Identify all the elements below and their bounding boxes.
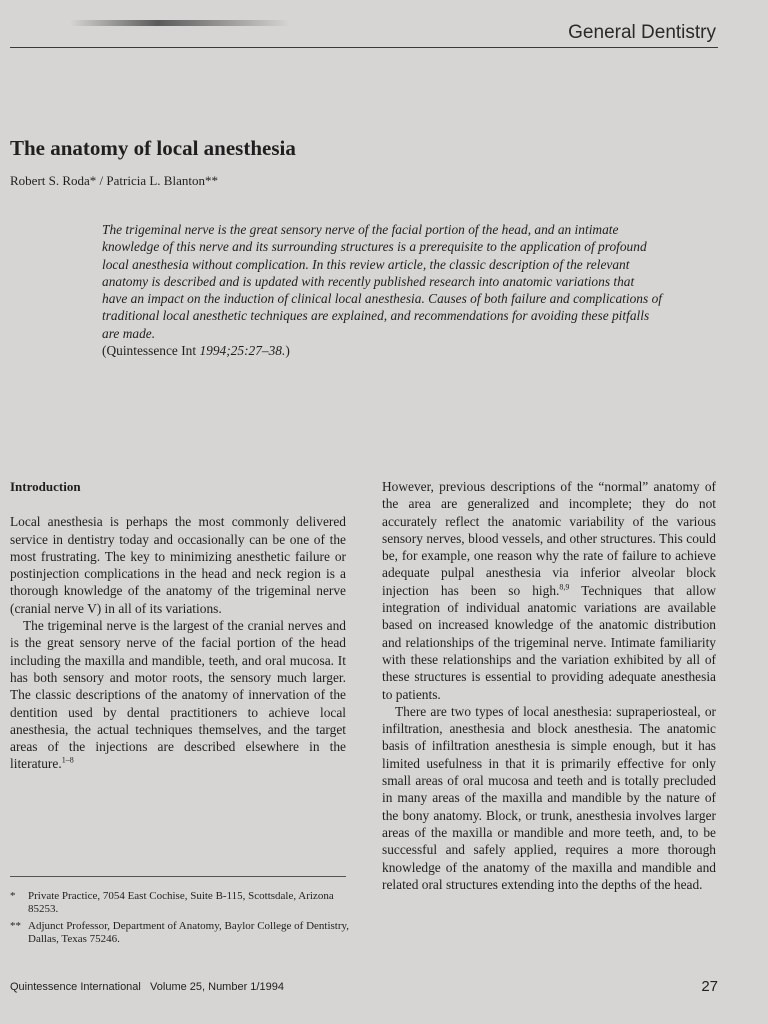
paragraph: However, previous descriptions of the “normal” anatomy of the area are generalized and incomplete; they do not accurately reflect the anatomic variability of the various sensory nerves, blood vessels, and other structures. This could be, for example, one reason why the rate of failure to achieve adequate pulpal anesthesia via inferior alveolar block injection has been so high.$^{8,9}$ Techniques that allow integration of individual anatomic variations are available based on increased knowledge of the anatomic distribution and relationships of the trigeminal nerve. Intimate familiarity with these relationships and the variation exhibited by all of these structures is essential to providing adequate anesthesia to patients. — [382, 479, 716, 702]
footnote: * Private Practice, 7054 East Cochise, Suite B-115, Scottsdale, Arizona 85253. — [10, 890, 334, 915]
paragraph: There are two types of local anesthesia: supraperiosteal, or infiltration, anesthesia and block anesthesia. The anatomic basis of infiltration anesthesia is simple enough, but it has limited usefulness in that it is primarily effective for only small areas of oral mucosa and teeth and is totally precluded in many areas of the maxilla and mandible by the nature of the bony anatomy. Block, or trunk, anesthesia involves larger areas of the maxilla or mandible and more teeth, and, to be successful and safely applied, requires a more thorough knowledge of the anatomy of the maxilla and mandible and related oral structures extending into the depths of the head. — [382, 703, 716, 892]
reference-mark: 8,9 — [559, 582, 570, 592]
paragraph: The trigeminal nerve is the largest of the cranial nerves and is the great sensory nerve of the facial portion of the head including the maxilla and mandible, teeth, and oral mucosa. It has both sensory and motor roots, the sensory much larger. The classic descriptions of the anatomy of innervation of the dentition used by dental practitioners to achieve local anesthesia, the actual techniques themselves, and the target areas of the injections are described elsewhere in the literature.$^{1-8}$ — [10, 618, 346, 772]
article-title: The anatomy of local anesthesia — [10, 136, 296, 160]
section-heading: Introduction — [10, 479, 81, 494]
article-authors: Robert S. Roda* / Patricia L. Blanton** — [10, 173, 218, 188]
journal-footer: Quintessence International Volume 25, Number 1/1994 — [10, 981, 284, 993]
paragraph: Local anesthesia is perhaps the most commonly delivered service in dentistry today and occasionally can be one of the most frustrating. The key to minimizing anesthetic failure or postinjection complications in the head and neck region is a thorough knowledge of the anatomy of the trigeminal nerve (cranial nerve V) in all of its variations. — [10, 514, 346, 616]
footnote-rule — [10, 876, 346, 877]
abstract — [102, 221, 662, 359]
left-column — [10, 478, 346, 773]
footnotes — [10, 890, 350, 950]
header-decoration — [70, 20, 290, 26]
footnote: ** Adjunct Professor, Department of Anatomy, Baylor College of Dentistry, Dallas, Texas 75246. — [10, 920, 350, 945]
abstract-text: The trigeminal nerve is the great sensory nerve of the facial portion of the head, and an intimate knowledge of this nerve and its surrounding structures is a prerequisite to the application of profound local anesthesia without complication. In this review article, the classic description of the relevant anatomy is described and is updated with recently published research into anatomic variations that have an impact on the induction of clinical local anesthesia. Causes of both failure and complications of traditional local anesthetic techniques are explained, and recommendations for avoiding these pitfalls are made. — [102, 222, 662, 341]
section-label: General Dentistry — [568, 22, 716, 43]
reference-mark: 1–8 — [61, 755, 74, 765]
header-rule — [10, 47, 718, 48]
citation: (Quintessence Int 1994;25:27–38.) — [102, 343, 290, 359]
page-number: 27 — [701, 978, 718, 995]
right-column — [382, 478, 716, 893]
